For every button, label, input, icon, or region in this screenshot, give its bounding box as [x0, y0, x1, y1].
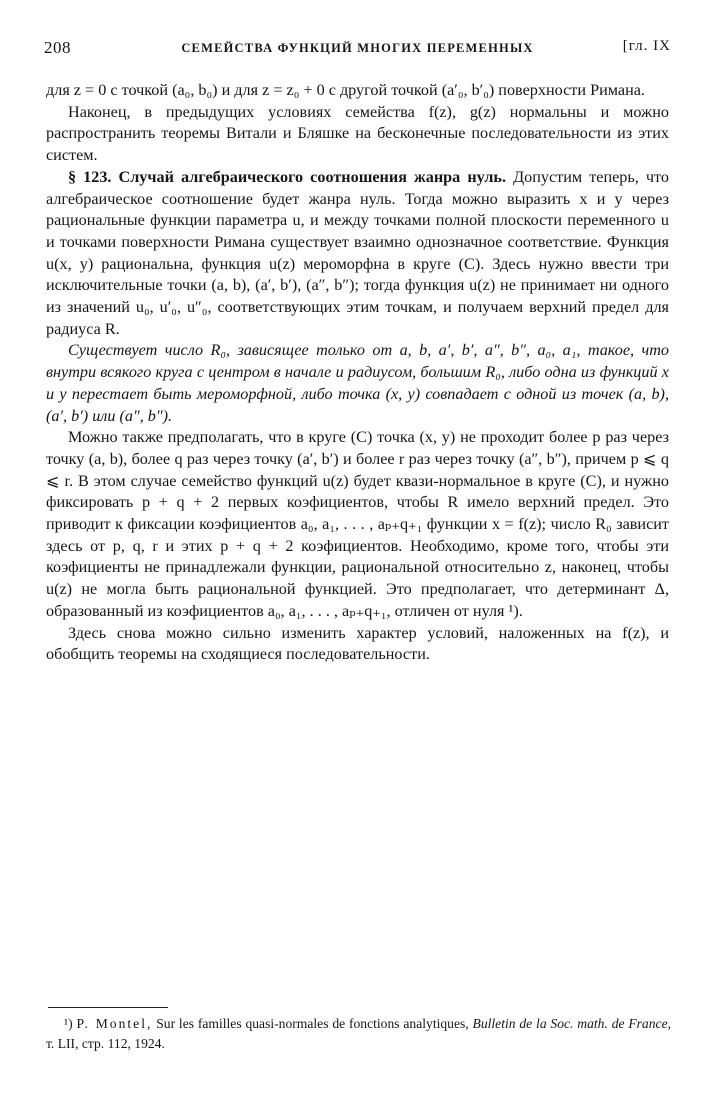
page-number: 208 — [44, 38, 71, 57]
theorem-statement: Существует число R₀, зависящее только от a, b, a′, b′, a″, b″, a₀, a₁, такое, что внутри всякого круга с центром в начале и радиусом, большим R₀, либо одна из функций x и y перестает быть мероморфной, либо точка (x, y) совпадает с одной из точек (a, b), (a′, b′) или (a″, b″). — [46, 341, 669, 425]
footnote-marker: ¹) — [64, 1016, 73, 1031]
paragraph: Можно также предполагать, что в круге (C) точка (x, y) не проходит более p раз через точку (a, b), более q раз через точку (a′, b′) и более r раз через точку (a″, b″), причем p ⩽ q ⩽ r. В этом случае семейство функций u(z) будет квази-нормальное в круге (C), и нужно фиксировать p + q + 2 первых коэфициентов, чтобы R имело верхний предел. Это приводит к фиксации коэфициентов a₀, a₁, . . . , aₚ₊q₊₁ функции x = f(z); число R₀ зависит здесь от p, q, r и этих p + q + 2 коэфициентов. Необходимо, кроме того, чтобы эти коэфициенты не принадлежали функции, рациональной относительно z, наконец, чтобы u(z) не могла быть рациональной функцией. Это предполагает, что детерминант Δ, образованный из коэфициентов a₀, a₁, . . . , aₚ₊q₊₁, отличен от нуля ¹). — [46, 428, 669, 620]
running-header — [44, 38, 671, 62]
footnote-text — [46, 1014, 671, 1054]
running-title: СЕМЕЙСТВА ФУНКЦИЙ МНОГИХ ПЕРЕМЕННЫХ — [181, 41, 534, 55]
paragraph: Здесь снова можно сильно изменить характер условий, наложенных на f(z), и обобщить теоремы на сходящиеся последовательности. — [46, 623, 669, 664]
main-text — [46, 80, 669, 666]
section-text: Допустим теперь, что алгебраическое соотношение будет жанра нуль. Тогда можно выразить x и y через рациональные функции параметра u, и между точками полной плоскости переменного u и точками поверхности Римана существует взаимно однозначное соответствие. Функция u(x, y) рациональна, функция u(z) мероморфна в круге (C). Здесь нужно ввести три исключительные точки (a, b), (a′, b′), (a″, b″); тогда функция u(z) не принимает ни одного из значений u₀, u′₀, u″₀, соответствующих этим точкам, и получаем верхний предел для радиуса R. — [46, 167, 669, 338]
footnote-rest: т. LII, стр. 112, 1924. — [46, 1036, 165, 1051]
footnote-journal: Bulletin de la Soc. math. de France, — [468, 1016, 671, 1031]
chapter-label: [гл. IX — [622, 38, 671, 54]
footnote-title: Sur les familles quasi-normales de fonctions analytiques, — [152, 1016, 469, 1031]
footnote-rule — [48, 1007, 168, 1008]
section-paragraph — [46, 167, 669, 341]
paragraph: Наконец, в предыдущих условиях семейства f(z), g(z) нормальны и можно распространить теоремы Витали и Бляшке на бесконечные последовательности из этих систем. — [46, 102, 669, 165]
paragraph-continued: для z = 0 с точкой (a₀, b₀) и для z = z₀ + 0 с другой точкой (a′₀, b′₀) поверхности Римана. — [46, 81, 645, 99]
section-heading: § 123. Случай алгебраического соотношения жанра нуль. — [68, 167, 507, 186]
footnote-author: P. Montel, — [76, 1016, 153, 1031]
footnote — [46, 1014, 671, 1054]
